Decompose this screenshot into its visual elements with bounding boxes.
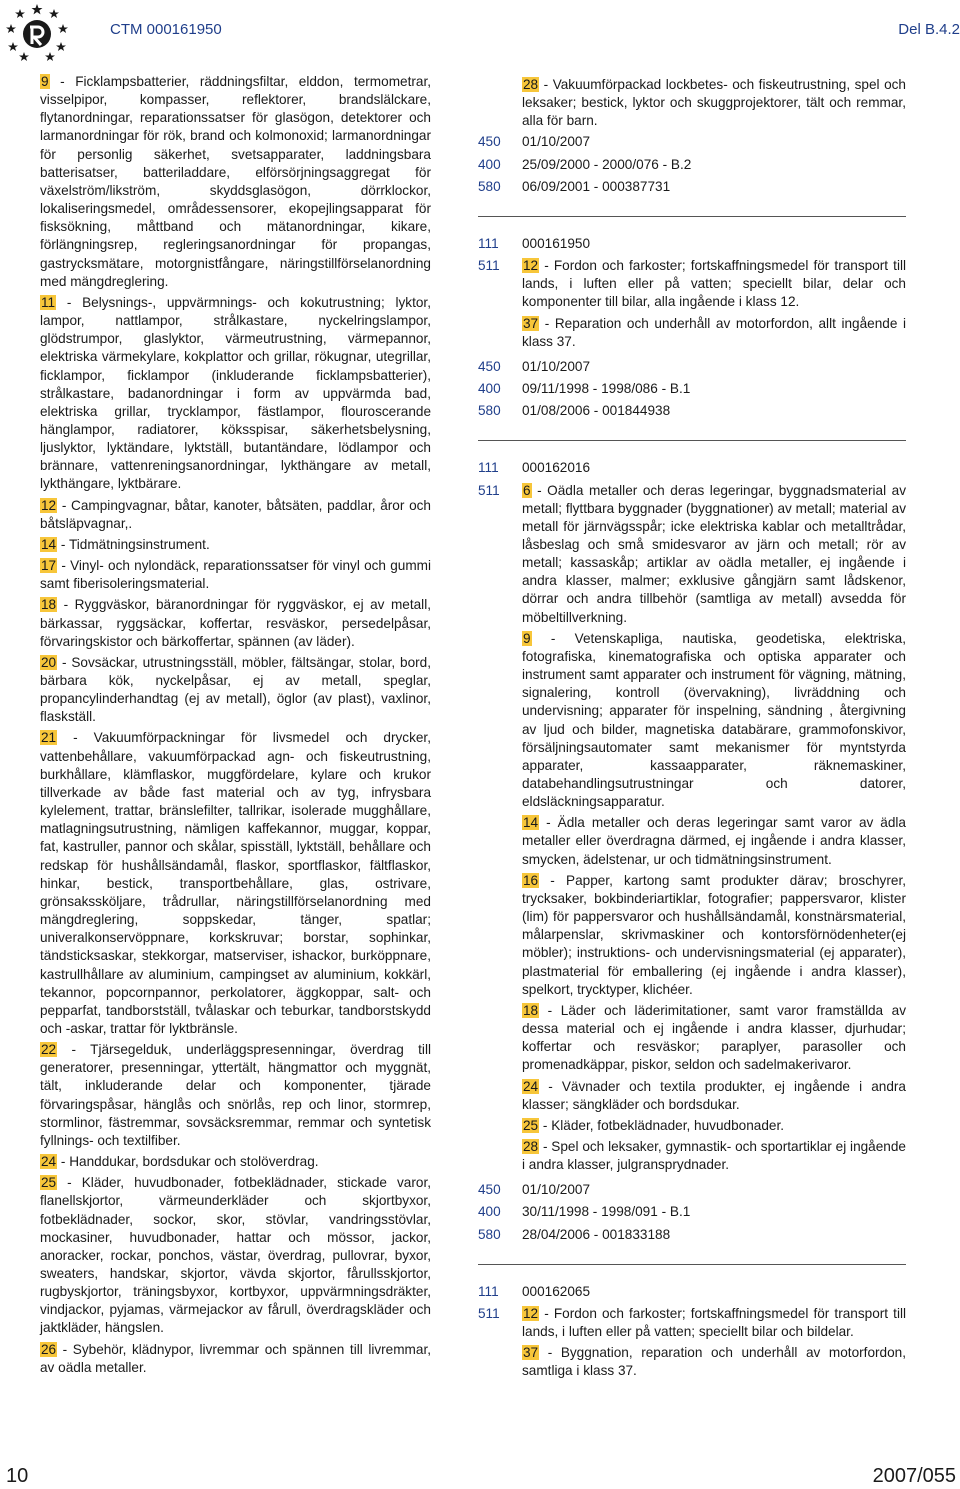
class-item <box>40 1041 431 1150</box>
class-item <box>40 536 431 554</box>
field-value: 28/04/2006 - 001833188 <box>522 1226 671 1242</box>
trademark-number: 000161950 <box>522 235 591 251</box>
class-text: - Sovsäckar, utrustningsställ, möbler, fältsängar, stolar, bord, bärbara kök, nyckelpåsar, ej av metall, speglar, propancylinderhandtag (ej av metall), öglor (av plast), vaxlinor, flaskställ. <box>40 654 431 725</box>
field-code: 450 <box>478 1182 501 1198</box>
class-item <box>522 1078 906 1114</box>
class-number: 26 <box>41 1341 57 1357</box>
class-item <box>522 257 906 311</box>
left-column <box>40 73 431 1380</box>
field-row <box>478 358 906 376</box>
class-number: 16 <box>523 872 539 888</box>
class-item <box>40 1174 431 1337</box>
class-text: - Fordon och farkoster; fortskaffningsmedel för transport till lands, i luften eller på vatten; speciellt bilar, delar och komponenter till bilar, alla ingående i klass 12. <box>522 258 906 310</box>
field-row <box>478 257 906 354</box>
class-item <box>40 729 431 1038</box>
class-item <box>40 73 431 291</box>
class-text: - Campingvagnar, båtar, kanoter, båtsäten, paddlar, åror och båtsläpvagnar,. <box>40 497 431 531</box>
class-number: 6 <box>523 482 531 498</box>
class-item <box>40 654 431 727</box>
field-value: 25/09/2000 - 2000/076 - B.2 <box>522 156 692 172</box>
class-item <box>40 1153 431 1171</box>
class-text: - Ryggväskor, bäranordningar för ryggväskor, ej av metall, bärkassar, ryggsäckar, koffertar, resväskor, persedelpåsar, förvaringskistor och bärkoffertar, spännen (av läder). <box>40 597 431 649</box>
field-code: 450 <box>478 358 501 374</box>
class-number: 25 <box>41 1175 57 1191</box>
class-text: - Vävnader och textila produkter, ej ingående i andra klasser; sängkläder och bordsdukar. <box>522 1078 906 1112</box>
class-text: - Papper, kartong samt produkter därav; broschyrer, trycksaker, bokbinderiartiklar, fotografier; pappersvaror, klister (lim) för pappersvaror och hushållsändamål, konstnärsmaterial, målarpenslar, skrivmaskiner och kontorsförnödenheter(ej möbler); instruktions- och undervisningsmaterial (ej apparater), plastmaterial för emballering (ej ingående i andra klasser), spelkort, trycktyper, klichéer. <box>522 872 906 997</box>
class-item <box>40 497 431 533</box>
field-row <box>478 156 906 174</box>
entry-divider <box>478 216 906 217</box>
entry-divider <box>478 440 906 441</box>
class-text: - Byggnation, reparation och underhåll av motorfordon, samtliga i klass 37. <box>522 1345 906 1379</box>
trademark-number: 000162065 <box>522 1283 591 1299</box>
class-text: - Handdukar, bordsdukar och stolöverdrag. <box>57 1154 319 1170</box>
class-text: - Vakuumförpackningar för livsmedel och drycker, vattenbehållare, vakuumförpackad agn- och fiskeutrustning, burkhållare, klämflaskor, muggfördelare, kylare och krukor tillverkade av både fast material och av tyg, infrysbara kylelement, trattar, bränslefilter, tallrikar, isolerade mugghållare, matlagningsutrustning, nämligen kaffekannor, muggar, koppar, fat, kastruller, pannor och skålar, spisställ, lyktställ, behållare och redskap för hushållsändamål, flaskor, sportflaskor, fältflaskor, hinkar, bestick, transportbehållare, glas, ostrivare, grönsakssköljare, trådrullar, näringstillförselanordning med mängdreglering, soppskedar, tänger, spatlar; univeralkonservöppnare, korkskruvar; borstar, sophinkar, tändsticksaskar, stekkorgar, matserviser, ishackor, burköppnare, kastrullhållare av aluminium, campingset av aluminium, kokkärl, tekannor, popcornpannor, perkolatorer, äggkoppar, salt- och pepparfat, tandborstställ, tvålaskar och teburkar, tandborstskydd och -askar, trattar för lyktbränsle. <box>40 730 431 1036</box>
class-number: 18 <box>523 1002 539 1018</box>
class-number: 25 <box>523 1117 539 1133</box>
class-number: 28 <box>523 1138 539 1154</box>
class-number: 14 <box>523 815 539 831</box>
field-value: 01/10/2007 <box>522 1182 591 1198</box>
class-number: 37 <box>523 1345 539 1361</box>
class-text: - Ficklampsbatterier, räddningsfiltar, elddon, termometrar, visselpipor, kompasser, reflektorer, brandslälckare, flytanordningar, reparationssatser för glasögon, detektorer och larmanordningar för rök, brand och kolmonoxid; larmanordningar för personlig säkerhet, svetsapparater, laddningsbara batterisatser, batteriladdare, elförsörjningsaggregat för växelström/likström, skyddsglasögon, dörrklockor, lokaliseringsmedel, områdessensorer, ekopejlingsapparat för fisksökning, måttband och mätanordningar, kikare, förlängningsrep, regleringsanordningar för propangas, gastrycksmätare, motorgnistfångare, näringstillförselanordning med mängdreglering. <box>40 74 431 289</box>
field-value: 01/08/2006 - 001844938 <box>522 403 671 419</box>
class-item <box>522 814 906 868</box>
field-code: 111 <box>478 1283 499 1299</box>
field-code: 111 <box>478 460 499 476</box>
class-number: 18 <box>41 597 57 613</box>
field-code: 511 <box>478 482 500 498</box>
entry-divider <box>478 1264 906 1265</box>
field-value: 06/09/2001 - 000387731 <box>522 178 671 194</box>
class-list <box>522 1305 906 1384</box>
class-list <box>522 257 906 354</box>
class-text: - Vetenskapliga, nautiska, geodetiska, elektriska, fotografiska, kinematografiska och optiska apparater och instrument samt apparater och instrument för vägning, mätning, signalering, kontroll (övervakning), livräddning och undervisning; apparater för inspelning, sändning , återgivning av ljud och bilder, magnetiska databärare, grammofonskivor, försäljningsautomater samt mekanismer för myntstyrda apparater, kassaapparater, räknemaskiner, databehandlingsutrustningar och datorer, eldsläckningsapparatur. <box>522 630 906 810</box>
class-text: - Tidmätningsinstrument. <box>57 536 210 552</box>
class-text: - Läder och läderimitationer, samt varor framställda av dessa material och ej ingående i andra klasser, djurhudar; koffertar och resväskor; paraplyer, parasoller och promenadkäppar, piskor, seldon och sadelmakerivaror. <box>522 1002 906 1073</box>
class-list <box>522 482 906 1178</box>
class-text: - Oädla metaller och deras legeringar, byggnadsmaterial av metall; flyttbara byggnader (byggnationer) av metall; material av metall för järnvägsspår; icke elektriska kablar och metalltrådar, låsbeslag och små smidesvaror av järn och metall; rör av metall; kassaskåp; artiklar av oädla metaller, ej ingående i andra klasser, malmer; exklusive gångjärn samt lådskenor, dörrar och andra tillbehör (samtliga av metall) avsedda för möbeltillverkning. <box>522 482 906 625</box>
class-text: - Spel och leksaker, gymnastik- och sportartiklar ej ingående i andra klasser, julgransprydnader. <box>522 1138 906 1173</box>
class-number: 14 <box>41 536 57 552</box>
class-item <box>40 1341 431 1377</box>
section-label: Del B.4.2 <box>898 21 960 38</box>
class-item <box>522 1002 906 1075</box>
class-number: 9 <box>41 74 49 89</box>
issue-number: 2007/055 <box>872 1465 956 1487</box>
field-code: 511 <box>478 258 500 274</box>
field-row <box>478 459 906 477</box>
field-code: 580 <box>478 1226 501 1242</box>
class-number: 12 <box>41 497 57 513</box>
class-number: 21 <box>41 730 57 746</box>
field-row <box>478 1305 906 1384</box>
class-item <box>522 315 906 351</box>
field-value: 01/10/2007 <box>522 358 591 374</box>
class-item <box>522 1117 906 1135</box>
ohim-logo <box>4 2 70 64</box>
field-code: 450 <box>478 134 501 150</box>
class-item <box>522 1305 906 1341</box>
field-row <box>478 1181 906 1199</box>
class-number: 9 <box>523 630 531 646</box>
class-number: 22 <box>41 1042 57 1058</box>
class-item <box>40 294 431 494</box>
field-code: 580 <box>478 178 501 194</box>
class-text: - Tjärsegelduk, underläggspresenningar, överdrag till generatorer, presenningar, yttertält, hängmattor och myggnät, tält, inkluderande delar och komponenter, tjärade förvaringspåsar, hänglås och snörlås, rep och linor, stormrep, stormlinor, fästremmar, sovsäcksremmar, remmar och syntetisk fyllnings- och textilfiber. <box>40 1042 431 1148</box>
class-number: 12 <box>523 258 539 274</box>
class-number: 28 <box>523 77 539 92</box>
field-row <box>478 482 906 1178</box>
trademark-number: 000162016 <box>522 460 591 476</box>
class-text: - Kläder, fotbeklädnader, huvudbonader. <box>539 1117 784 1133</box>
class-item <box>522 630 906 812</box>
field-code: 580 <box>478 403 501 419</box>
field-row <box>478 1226 906 1244</box>
field-row <box>478 178 906 196</box>
field-row <box>478 133 906 151</box>
field-code: 400 <box>478 156 501 172</box>
field-value: 09/11/1998 - 1998/086 - B.1 <box>522 381 691 397</box>
class-text: - Belysnings-, uppvärmnings- och kokutrustning; lyktor, lampor, nattlampor, strålkastare, nyckelringslampor, glödstrumpor, glaslyktor, värmeutrustning, värmepannor, elektriska värmekylare, kokplattor och grillar, rökugnar, utegrillar, ficklampor, ficklampor (inkluderande ficklampsbatterier), strålkastare, badanordningar i form av uppvärmda bad, elektriska grillar, trycklampor, fästlampor, flouroscerande hänglampor, radiatorer, köksspisar, säkerhetsbelysning, ljuslyktor, lyktändare, lyktställ, butantändare, lödlampor och brännare, vattenreningsanordningar, lykthängare av metall, lykthängare, lyktbärare. <box>40 294 431 492</box>
field-row <box>478 402 906 420</box>
field-code: 111 <box>478 235 499 251</box>
class-item <box>522 1344 906 1380</box>
field-row <box>478 235 906 253</box>
class-number: 20 <box>41 654 57 670</box>
class-item <box>522 872 906 999</box>
class-number: 24 <box>41 1154 57 1170</box>
class-item <box>522 76 906 130</box>
field-code: 400 <box>478 1204 501 1220</box>
field-code: 400 <box>478 381 501 397</box>
page-number: 10 <box>6 1465 29 1487</box>
class-number: 37 <box>523 315 539 331</box>
class-text: - Vinyl- och nylondäck, reparationssatser för vinyl och gummi samt fiberisoleringsmaterial. <box>40 558 431 592</box>
class-text: - Reparation och underhåll av motorfordon, allt ingående i klass 37. <box>522 315 906 349</box>
class-item <box>40 596 431 650</box>
class-number: 11 <box>41 294 56 310</box>
right-column <box>478 76 906 1388</box>
class-number: 12 <box>523 1305 539 1321</box>
class-item <box>522 482 906 627</box>
class-number: 17 <box>41 558 57 574</box>
class-text: - Fordon och farkoster; fortskaffningsmedel för transport till lands, i luften eller på vatten; speciellt bilar och bildelar. <box>522 1305 906 1340</box>
class-text: - Sybehör, klädnypor, livremmar och spännen till livremmar, av oädla metaller. <box>40 1341 431 1375</box>
field-code: 511 <box>478 1305 500 1321</box>
class-item <box>40 557 431 593</box>
field-row <box>478 380 906 398</box>
field-row <box>478 1203 906 1221</box>
document-code: CTM 000161950 <box>110 21 222 38</box>
field-value: 30/11/1998 - 1998/091 - B.1 <box>522 1204 691 1220</box>
class-number: 24 <box>523 1078 539 1094</box>
field-value: 01/10/2007 <box>522 134 591 150</box>
class-text: - Ädla metaller och deras legeringar samt varor av ädla metaller eller överdragna därmed, ej ingående i andra klasser, smycken, ädelstenar, ur och tidmätningsinstrument. <box>522 815 906 867</box>
class-text: - Kläder, huvudbonader, fotbeklädnader, stickade varor, flanellskjortor, värmeunderkläder och skjortbyxor, fotbeklädnader, sockor, skor, stövlar, vandringsstövlar, mockasiner, huvudbonader, hattar och mössor, jackor, anoracker, rockar, ponchos, västar, överdrag, pullovrar, byxor, sweaters, handskar, skjortor, vävda skjortor, fårullsskjortor, rugbyskjortor, träningsbyxor, kortbyxor, uppvärmningsdräkter, vindjackor, pyjamas, värmejackor av fårull, överdragskläder och jaktkläder, hängslen. <box>40 1175 431 1336</box>
class-text: - Vakuumförpackad lockbetes- och fiskeutrustning, spel och leksaker; bestick, lyktor och skuggprojektorer, tält och remmar, alla för barn. <box>522 77 906 129</box>
field-row <box>478 1283 906 1301</box>
class-item <box>522 1138 906 1174</box>
